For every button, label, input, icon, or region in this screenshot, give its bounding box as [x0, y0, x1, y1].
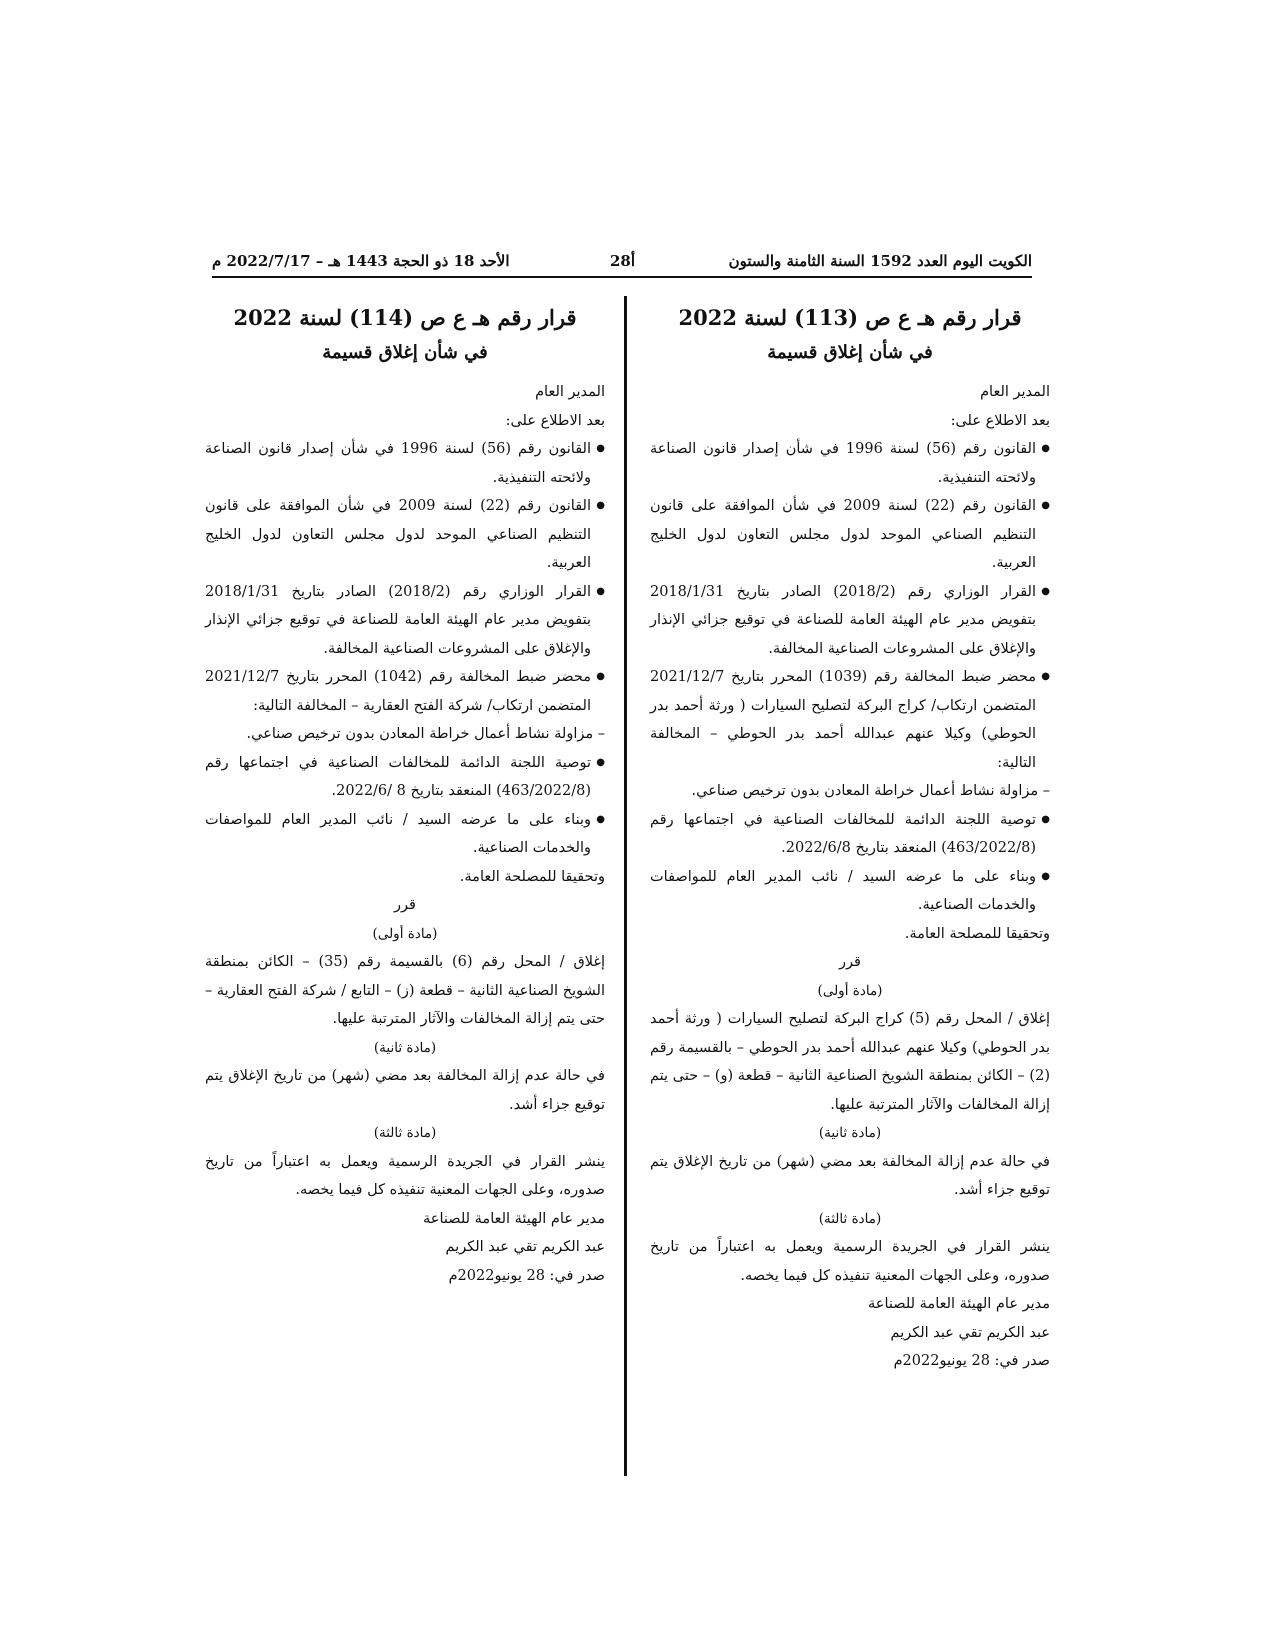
reference-item: ● توصية اللجنة الدائمة للمخالفات الصناعية في اجتماعها رقم (463/2022/8) المنعقد بتاريخ 8 /2022/6. [205, 749, 605, 806]
decision-subtitle: في شأن إغلاق قسيمة [322, 342, 488, 363]
decided-heading: قرر [839, 954, 861, 970]
issue-date: صدر في: 28 يونيو2022م [893, 1353, 1050, 1369]
article-2-heading: (مادة ثانية) [373, 1039, 437, 1056]
reference-item: ● محضر ضبط المخالفة رقم (1042) المحرر بتاريخ 2021/12/7 المتضمن ارتكاب/ شركة الفتح العقارية – المخالفة التالية: [205, 663, 605, 720]
column-divider [624, 296, 627, 1476]
reference-item: ● القانون رقم (22) لسنة 2009 في شأن الموافقة على قانون التنظيم الصناعي الموحد لدول مجلس التعاون لدول الخليج العربية. [205, 492, 605, 578]
article-1-heading: (مادة أولى) [372, 925, 438, 942]
reference-item: ● وبناء على ما عرضه السيد / نائب المدير العام للمواصفات والخدمات الصناعية. [650, 863, 1050, 920]
public-interest: وتحقيقا للمصلحة العامة. [904, 925, 1050, 942]
reference-item: ● وبناء على ما عرضه السيد / نائب المدير العام للمواصفات والخدمات الصناعية. [205, 806, 605, 863]
issuer: المدير العام [535, 384, 605, 400]
article-3-text: ينشر القرار في الجريدة الرسمية ويعمل به اعتباراً من تاريخ صدوره، وعلى الجهات المعنية تنفيذه كل فيما يخصه. [650, 1239, 1050, 1284]
reference-item: ● القرار الوزاري رقم (2018/2) الصادر بتاريخ 2018/1/31 بتفويض مدير عام الهيئة العامة للصناعة في توقيع جزائي الإنذار والإغلاق على المشروعات الصناعية المخالفة. [205, 578, 605, 664]
decision-title: قرار رقم هـ ع ص (114) لسنة 2022 [233, 305, 577, 330]
violation-item: – مزاولة نشاط أعمال خراطة المعادن بدون ترخيص صناعي. [246, 726, 605, 742]
article-2-text: في حالة عدم إزالة المخالفة بعد مضي (شهر) من تاريخ الإغلاق يتم توقيع جزاء أشد. [205, 1068, 605, 1113]
issuer: المدير العام [980, 384, 1050, 400]
decision-113 [650, 300, 1050, 1376]
public-interest: وتحقيقا للمصلحة العامة. [459, 868, 605, 885]
violation-item: – مزاولة نشاط أعمال خراطة المعادن بدون ترخيص صناعي. [691, 783, 1050, 799]
signatory-name: عبد الكريم تقي عبد الكريم [890, 1324, 1050, 1341]
preamble: بعد الاطلاع على: [950, 412, 1050, 429]
article-2-text: في حالة عدم إزالة المخالفة بعد مضي (شهر) من تاريخ الإغلاق يتم توقيع جزاء أشد. [650, 1153, 1050, 1198]
article-1-text: إغلاق / المحل رقم (5) كراج البركة لتصليح السيارات ( ورثة أحمد بدر الحوطي) وكيلا عنهم عبدالله أحمد بدر الحوطي – بالقسيمة رقم (2) – الكائن بمنطقة الشويخ الصناعية الثانية – قطعة (و) – حتى يتم إزالة المخالفات والآثار المترتبة عليها. [650, 1011, 1050, 1113]
decision-title: قرار رقم هـ ع ص (113) لسنة 2022 [678, 305, 1022, 330]
gazette-issue: الكويت اليوم العدد 1592 السنة الثامنة والستون [728, 252, 1032, 270]
gazette-date: الأحد 18 ذو الحجة 1443 هـ – 2022/7/17 م [212, 252, 510, 270]
decided-heading: قرر [394, 897, 416, 913]
signatory-name: عبد الكريم تقي عبد الكريم [445, 1239, 605, 1255]
reference-item: ● القانون رقم (56) لسنة 1996 في شأن إصدار قانون الصناعة ولائحته التنفيذية. [650, 435, 1050, 492]
reference-item: ● القرار الوزاري رقم (2018/2) الصادر بتاريخ 2018/1/31 بتفويض مدير عام الهيئة العامة للصناعة في توقيع جزائي الإنذار والإغلاق على المشروعات الصناعية المخالفة. [650, 578, 1050, 664]
signatory-title: مدير عام الهيئة العامة للصناعة [423, 1210, 605, 1227]
preamble: بعد الاطلاع على: [505, 412, 605, 429]
page-number: 28أ [610, 252, 636, 270]
article-3-heading: (مادة ثالثة) [373, 1125, 437, 1141]
gazette-header [212, 250, 1032, 278]
article-2-heading: (مادة ثانية) [818, 1125, 882, 1141]
article-3-text: ينشر القرار في الجريدة الرسمية ويعمل به اعتباراً من تاريخ صدوره، وعلى الجهات المعنية تنفيذه كل فيما يخصه. [205, 1153, 605, 1198]
issue-date: صدر في: 28 يونيو2022م [448, 1267, 605, 1284]
reference-item: ● القانون رقم (56) لسنة 1996 في شأن إصدار قانون الصناعة ولائحته التنفيذية. [205, 435, 605, 492]
article-3-heading: (مادة ثالثة) [818, 1210, 882, 1227]
reference-item: ● محضر ضبط المخالفة رقم (1039) المحرر بتاريخ 2021/12/7 المتضمن ارتكاب/ كراج البركة لتصليح السيارات ( ورثة أحمد بدر الحوطي) وكيلا عنهم عبدالله أحمد بدر الحوطي – المخالفة التالية: [650, 663, 1050, 777]
signatory-title: مدير عام الهيئة العامة للصناعة [868, 1296, 1050, 1312]
article-1-text: إغلاق / المحل رقم (6) بالقسيمة رقم (35) – الكائن بمنطقة الشويخ الصناعية الثانية – قطعة (ز) – التابع / شركة الفتح العقارية – حتى يتم إزالة المخالفات والآثار المترتبة عليها. [205, 954, 606, 1027]
decision-subtitle: في شأن إغلاق قسيمة [767, 342, 933, 363]
reference-item: ● توصية اللجنة الدائمة للمخالفات الصناعية في اجتماعها رقم (463/2022/8) المنعقد بتاريخ 2022/6/8. [650, 806, 1050, 863]
reference-item: ● القانون رقم (22) لسنة 2009 في شأن الموافقة على قانون التنظيم الصناعي الموحد لدول مجلس التعاون لدول الخليج العربية. [650, 492, 1050, 578]
decision-114 [205, 300, 605, 1290]
article-1-heading: (مادة أولى) [817, 982, 883, 999]
